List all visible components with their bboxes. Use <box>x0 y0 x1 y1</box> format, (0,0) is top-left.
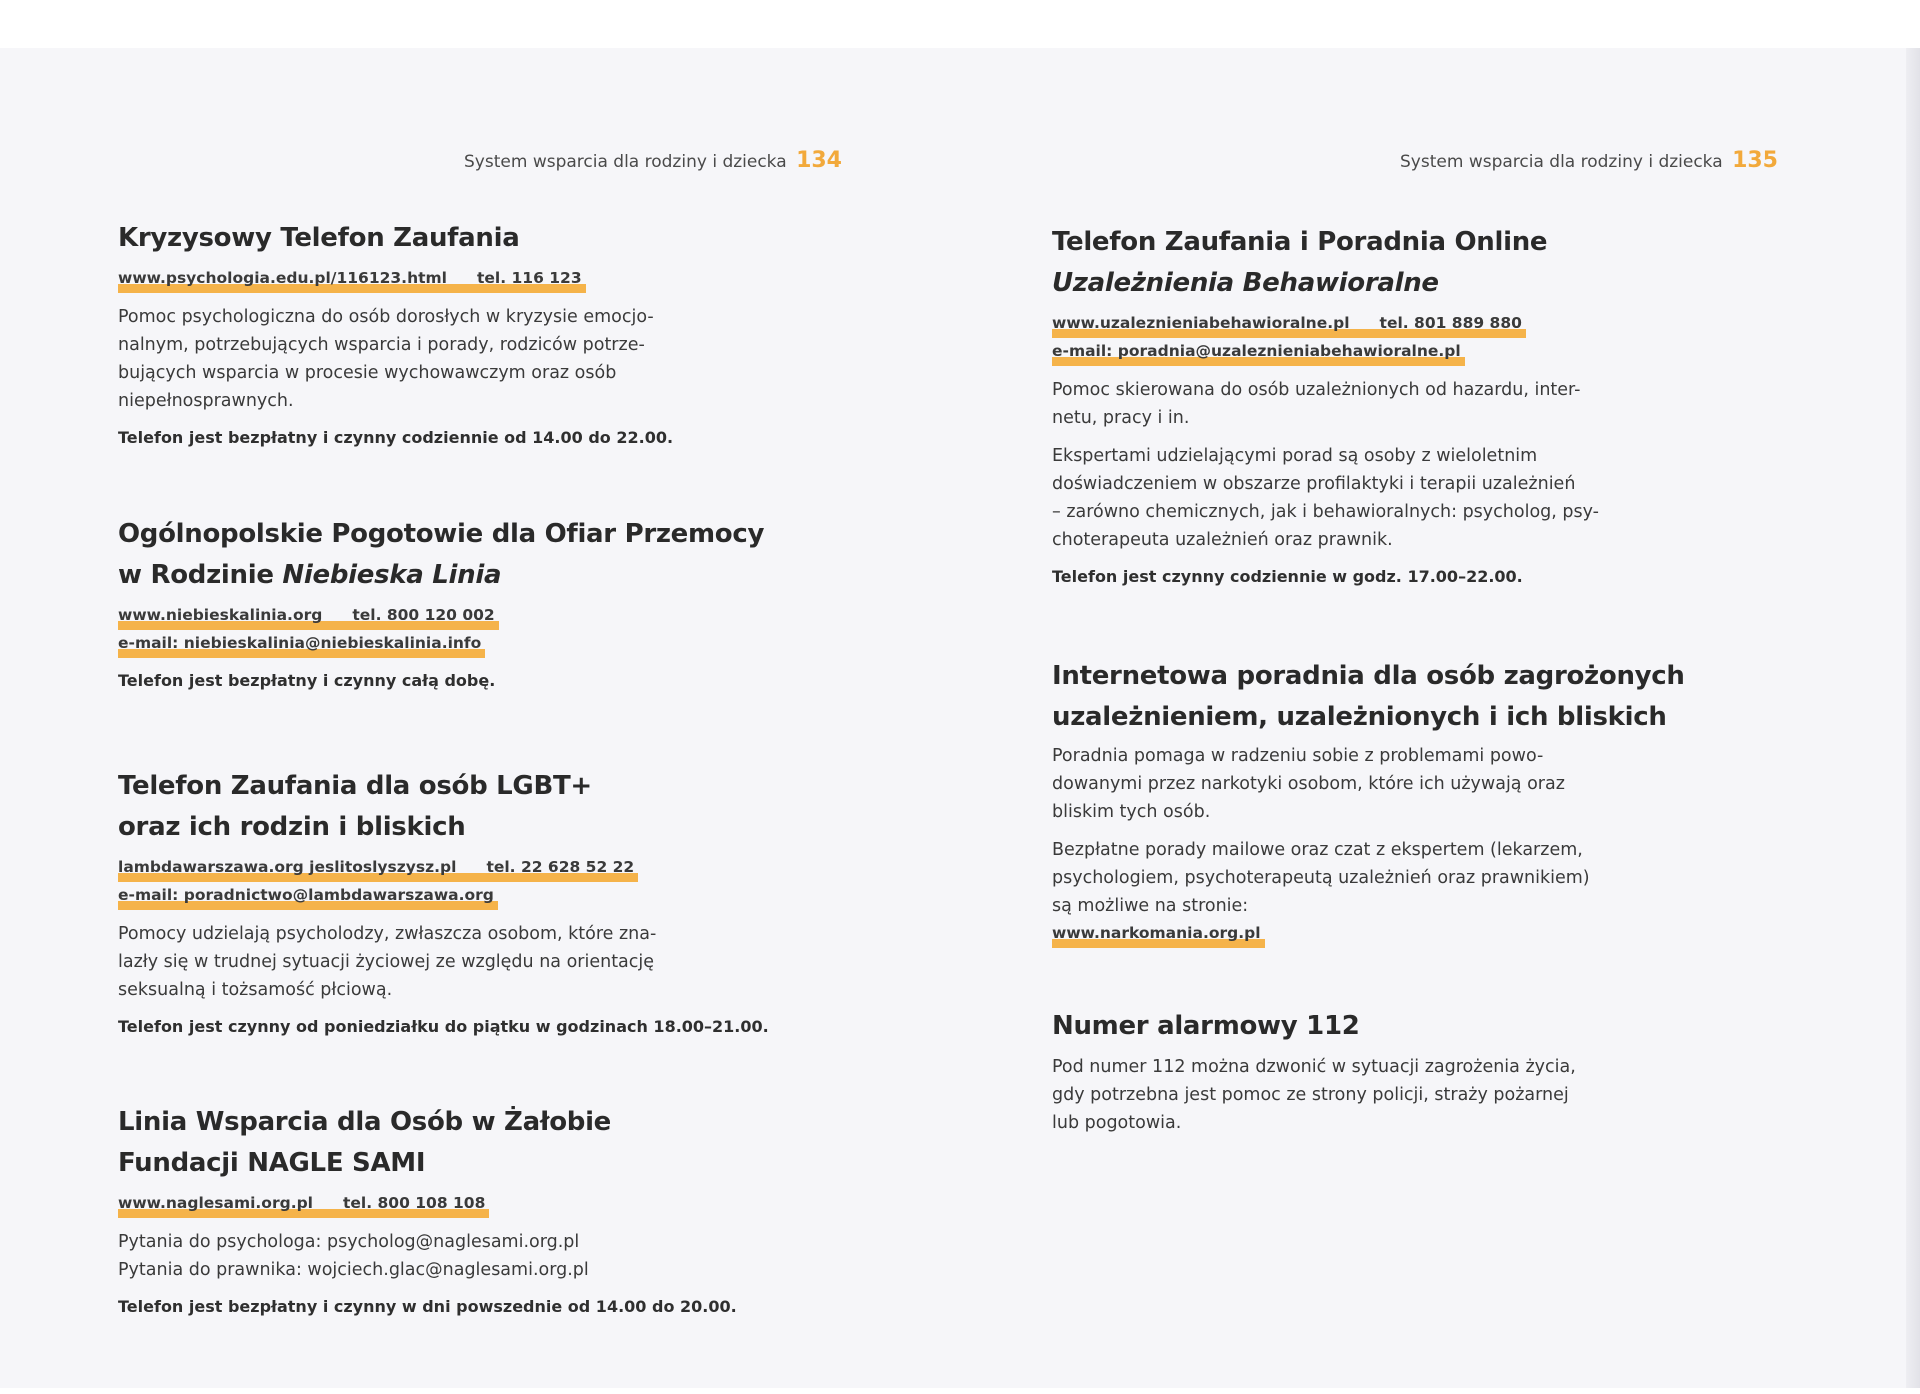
contact-line <box>118 265 798 293</box>
paper-edge-shadow <box>1906 48 1920 1388</box>
website-link[interactable]: www.niebieskalinia.org <box>118 606 323 624</box>
entry-numer-alarmowy <box>1052 1006 1732 1137</box>
title-line: Internetowa poradnia dla osób zagrożonych <box>1052 661 1685 691</box>
title-line: Fundacji NAGLE SAMI <box>118 1148 426 1178</box>
contact-line <box>1052 310 1732 366</box>
contact-line <box>118 1190 798 1218</box>
phone-number[interactable]: tel. 800 120 002 <box>352 606 495 624</box>
phone-number[interactable]: tel. 801 889 880 <box>1379 314 1522 332</box>
website-link[interactable]: www.narkomania.org.pl <box>1052 924 1261 942</box>
contact-highlight <box>118 630 485 658</box>
contact-line <box>118 854 798 910</box>
contact-highlight <box>1052 338 1465 366</box>
entry-description <box>1052 376 1732 432</box>
website-link[interactable]: www.uzaleznieniabehawioralne.pl <box>1052 314 1350 332</box>
entry-description <box>1052 836 1732 920</box>
text-line: Pomocy udzielają psycholodzy, zwłaszcza osobom, które zna- <box>118 924 657 944</box>
title-line: Linia Wsparcia dla Osób w Żałobie <box>118 1107 612 1137</box>
text-line: doświadczeniem w obszarze profilaktyki i terapii uzależnień <box>1052 474 1576 494</box>
title-line <box>118 555 798 596</box>
page-number: 134 <box>796 148 842 173</box>
entry-title: Kryzysowy Telefon Zaufania <box>118 223 520 253</box>
text-line: Ekspertami udzielającymi porad są osoby z wieloletnim <box>1052 446 1538 466</box>
text-line: netu, pracy i in. <box>1052 408 1190 428</box>
entry-title <box>1052 222 1732 304</box>
text-line: Bezpłatne porady mailowe oraz czat z ekspertem (lekarzem, <box>1052 840 1583 860</box>
running-head-left <box>464 148 842 173</box>
title-part: w Rodzinie <box>118 560 283 590</box>
text-line: Pytania do prawnika: wojciech.glac@naglesami.org.pl <box>118 1260 589 1280</box>
text-line: lub pogotowia. <box>1052 1113 1182 1133</box>
phone-number[interactable]: tel. 116 123 <box>476 269 582 287</box>
text-line: Pytania do psychologa: psycholog@naglesami.org.pl <box>118 1232 580 1252</box>
contact-highlight <box>118 854 638 882</box>
text-line: seksualną i tożsamość płciową. <box>118 980 393 1000</box>
entry-title <box>118 514 798 596</box>
text-line: są możliwe na stronie: <box>1052 896 1249 916</box>
text-line: choterapeuta uzależnień oraz prawnik. <box>1052 530 1393 550</box>
entry-title: Numer alarmowy 112 <box>1052 1011 1360 1041</box>
contact-highlight <box>1052 310 1526 338</box>
entry-description <box>118 920 798 1004</box>
text-line: bliskim tych osób. <box>1052 802 1211 822</box>
contact-highlight <box>1052 920 1265 948</box>
entry-nagle-sami <box>118 1102 798 1320</box>
text-line: lazły się w trudnej sytuacji życiowej ze względu na orientację <box>118 952 655 972</box>
text-line: bujących wsparcia w procesie wychowawczym oraz osób <box>118 363 617 383</box>
text-line: psychologiem, psychoterapeutą uzależnień oraz prawnikiem) <box>1052 868 1590 888</box>
running-head-text: System wsparcia dla rodziny i dziecka <box>1400 152 1723 172</box>
entry-hours-note: Telefon jest czynny codziennie w godz. 17.00–22.00. <box>1052 567 1523 586</box>
contact-highlight <box>118 602 499 630</box>
title-line: uzależnieniem, uzależnionych i ich bliskich <box>1052 702 1667 732</box>
website-link[interactable]: lambdawarszawa.org jeslitoslyszysz.pl <box>118 858 457 876</box>
phone-number[interactable]: tel. 22 628 52 22 <box>486 858 635 876</box>
entry-description <box>1052 742 1732 826</box>
text-line: Pomoc psychologiczna do osób dorosłych w kryzysie emocjo- <box>118 307 654 327</box>
entry-title <box>118 1102 798 1184</box>
title-line: Telefon Zaufania dla osób LGBT+ <box>118 771 592 801</box>
entry-description <box>1052 1053 1732 1137</box>
text-line: Pod numer 112 można dzwonić w sytuacji zagrożenia życia, <box>1052 1057 1576 1077</box>
entry-description <box>1052 442 1732 554</box>
title-line: Telefon Zaufania i Poradnia Online <box>1052 227 1548 257</box>
contact-line <box>118 602 798 658</box>
entry-title <box>118 766 798 848</box>
title-line: oraz ich rodzin i bliskich <box>118 812 466 842</box>
page-number: 135 <box>1732 148 1778 173</box>
text-line: gdy potrzebna jest pomoc ze strony policji, straży pożarnej <box>1052 1085 1569 1105</box>
title-italic-line: Uzależnienia Behawioralne <box>1052 268 1439 298</box>
website-link[interactable]: www.psychologia.edu.pl/116123.html <box>118 269 447 287</box>
entry-uzaleznienia-behawioralne <box>1052 222 1732 590</box>
running-head-text: System wsparcia dla rodziny i dziecka <box>464 152 787 172</box>
entry-hours-note: Telefon jest bezpłatny i czynny w dni powszednie od 14.00 do 20.00. <box>118 1297 737 1316</box>
entry-title <box>1052 656 1732 738</box>
contact-highlight <box>118 265 586 293</box>
entry-hours-note: Telefon jest czynny od poniedziałku do piątku w godzinach 18.00–21.00. <box>118 1017 769 1036</box>
entry-description <box>118 1228 798 1284</box>
running-head-right <box>1400 148 1778 173</box>
text-line: nalnym, potrzebujących wsparcia i porady, rodziców potrze- <box>118 335 645 355</box>
email-link[interactable]: e-mail: poradnictwo@lambdawarszawa.org <box>118 886 494 904</box>
contact-line <box>1052 920 1732 948</box>
entry-kryzysowy-telefon <box>118 218 798 451</box>
entry-lgbt-telefon <box>118 766 798 1040</box>
entry-niebieska-linia <box>118 514 798 694</box>
phone-number[interactable]: tel. 800 108 108 <box>343 1194 486 1212</box>
website-link[interactable]: www.naglesami.org.pl <box>118 1194 313 1212</box>
contact-highlight <box>118 882 498 910</box>
entry-hours-note: Telefon jest bezpłatny i czynny całą dobę. <box>118 671 496 690</box>
entry-description <box>118 303 798 415</box>
contact-highlight <box>118 1190 489 1218</box>
text-line: niepełnosprawnych. <box>118 391 294 411</box>
text-line: Poradnia pomaga w radzeniu sobie z problemami powo- <box>1052 746 1544 766</box>
entry-hours-note: Telefon jest bezpłatny i czynny codziennie od 14.00 do 22.00. <box>118 428 674 447</box>
title-line: Ogólnopolskie Pogotowie dla Ofiar Przemocy <box>118 519 765 549</box>
email-link[interactable]: e-mail: poradnia@uzaleznieniabehawioralne.pl <box>1052 342 1461 360</box>
text-line: Pomoc skierowana do osób uzależnionych od hazardu, inter- <box>1052 380 1581 400</box>
title-italic-part: Niebieska Linia <box>282 560 502 590</box>
text-line: – zarówno chemicznych, jak i behawioralnych: psycholog, psy- <box>1052 502 1599 522</box>
entry-narkomania-poradnia <box>1052 656 1732 948</box>
text-line: dowanymi przez narkotyki osobom, które ich używają oraz <box>1052 774 1565 794</box>
email-link[interactable]: e-mail: niebieskalinia@niebieskalinia.info <box>118 634 482 652</box>
